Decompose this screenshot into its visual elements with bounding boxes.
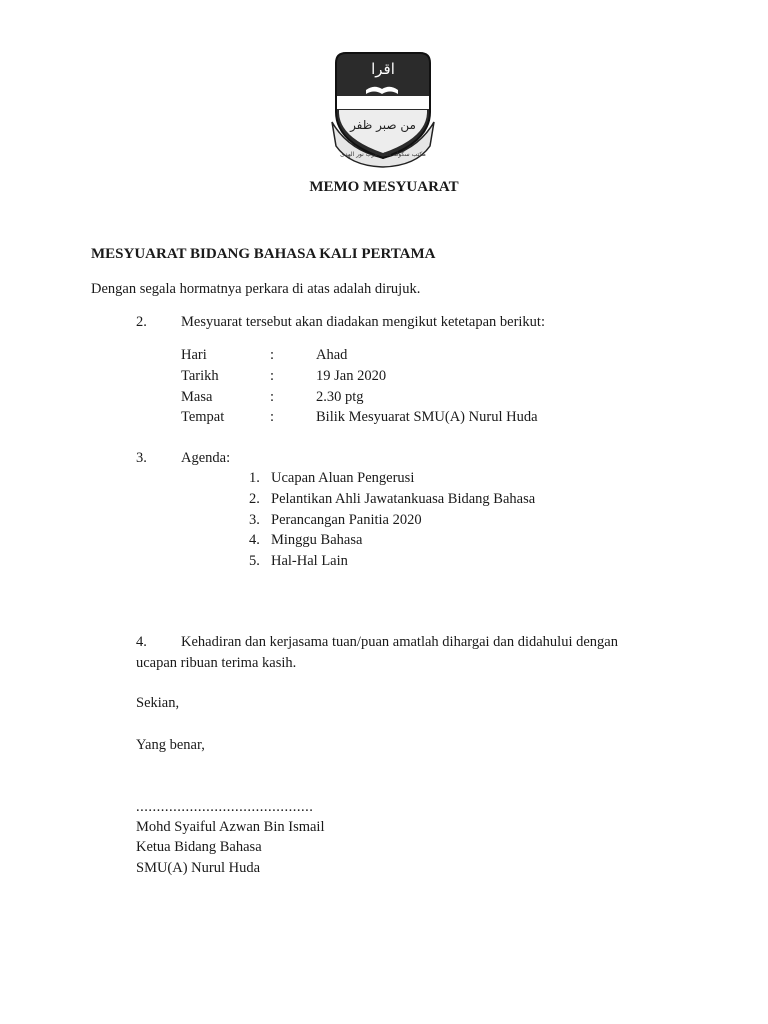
closing-text: Sekian,	[136, 695, 180, 711]
regards-text: Yang benar,	[136, 737, 205, 753]
para4-line1: Kehadiran dan kerjasama tuan/puan amatlah dihargai dan didahului dengan	[181, 634, 618, 650]
school-crest-logo	[330, 50, 436, 168]
detail-label: Tarikh	[181, 368, 219, 384]
intro-text: Dengan segala hormatnya perkara di atas adalah dirujuk.	[91, 281, 421, 297]
agenda-number: 5.	[249, 553, 260, 569]
detail-separator: :	[270, 368, 275, 384]
detail-value: Ahad	[316, 347, 348, 363]
crest-ribbon-text: مكتب سكوله منڠه عرب نور الهدى	[340, 151, 426, 158]
detail-value: Bilik Mesyuarat SMU(A) Nurul Huda	[316, 409, 538, 425]
agenda-item: Pelantikan Ahli Jawatankuasa Bidang Bahasa	[271, 491, 536, 507]
detail-label: Tempat	[181, 409, 225, 425]
detail-value: 19 Jan 2020	[316, 368, 387, 384]
agenda-item: Perancangan Panitia 2020	[271, 512, 422, 528]
agenda-item: Hal-Hal Lain	[271, 553, 348, 569]
para2-text: Mesyuarat tersebut akan diadakan mengikut ketetapan berikut:	[181, 314, 545, 330]
signatory-position: Ketua Bidang Bahasa	[136, 839, 262, 855]
detail-label: Masa	[181, 389, 213, 405]
agenda-item: Minggu Bahasa	[271, 532, 363, 548]
crest-top-text: اقرا	[371, 60, 395, 78]
agenda-item: Ucapan Aluan Pengerusi	[271, 470, 415, 486]
para2-number: 2.	[136, 314, 147, 330]
detail-separator: :	[270, 347, 275, 363]
signature-line: ...........................................	[136, 799, 314, 815]
memo-subject: MESYUARAT BIDANG BAHASA KALI PERTAMA	[91, 246, 436, 262]
agenda-label: Agenda:	[181, 450, 231, 466]
para4-line2: ucapan ribuan terima kasih.	[136, 655, 297, 671]
detail-separator: :	[270, 409, 275, 425]
detail-separator: :	[270, 389, 275, 405]
crest-motto: من صبر ظفر	[350, 118, 416, 132]
signatory-name: Mohd Syaiful Azwan Bin Ismail	[136, 819, 325, 835]
agenda-number: 1.	[249, 470, 260, 486]
agenda-number: 3.	[249, 512, 260, 528]
signatory-school: SMU(A) Nurul Huda	[136, 860, 261, 876]
detail-value: 2.30 ptg	[316, 389, 364, 405]
agenda-number: 2.	[249, 491, 260, 507]
para3-number: 3.	[136, 450, 147, 466]
agenda-number: 4.	[249, 532, 260, 548]
detail-label: Hari	[181, 347, 207, 363]
memo-title: MEMO MESYUARAT	[309, 179, 459, 195]
para4-number: 4.	[136, 634, 147, 650]
